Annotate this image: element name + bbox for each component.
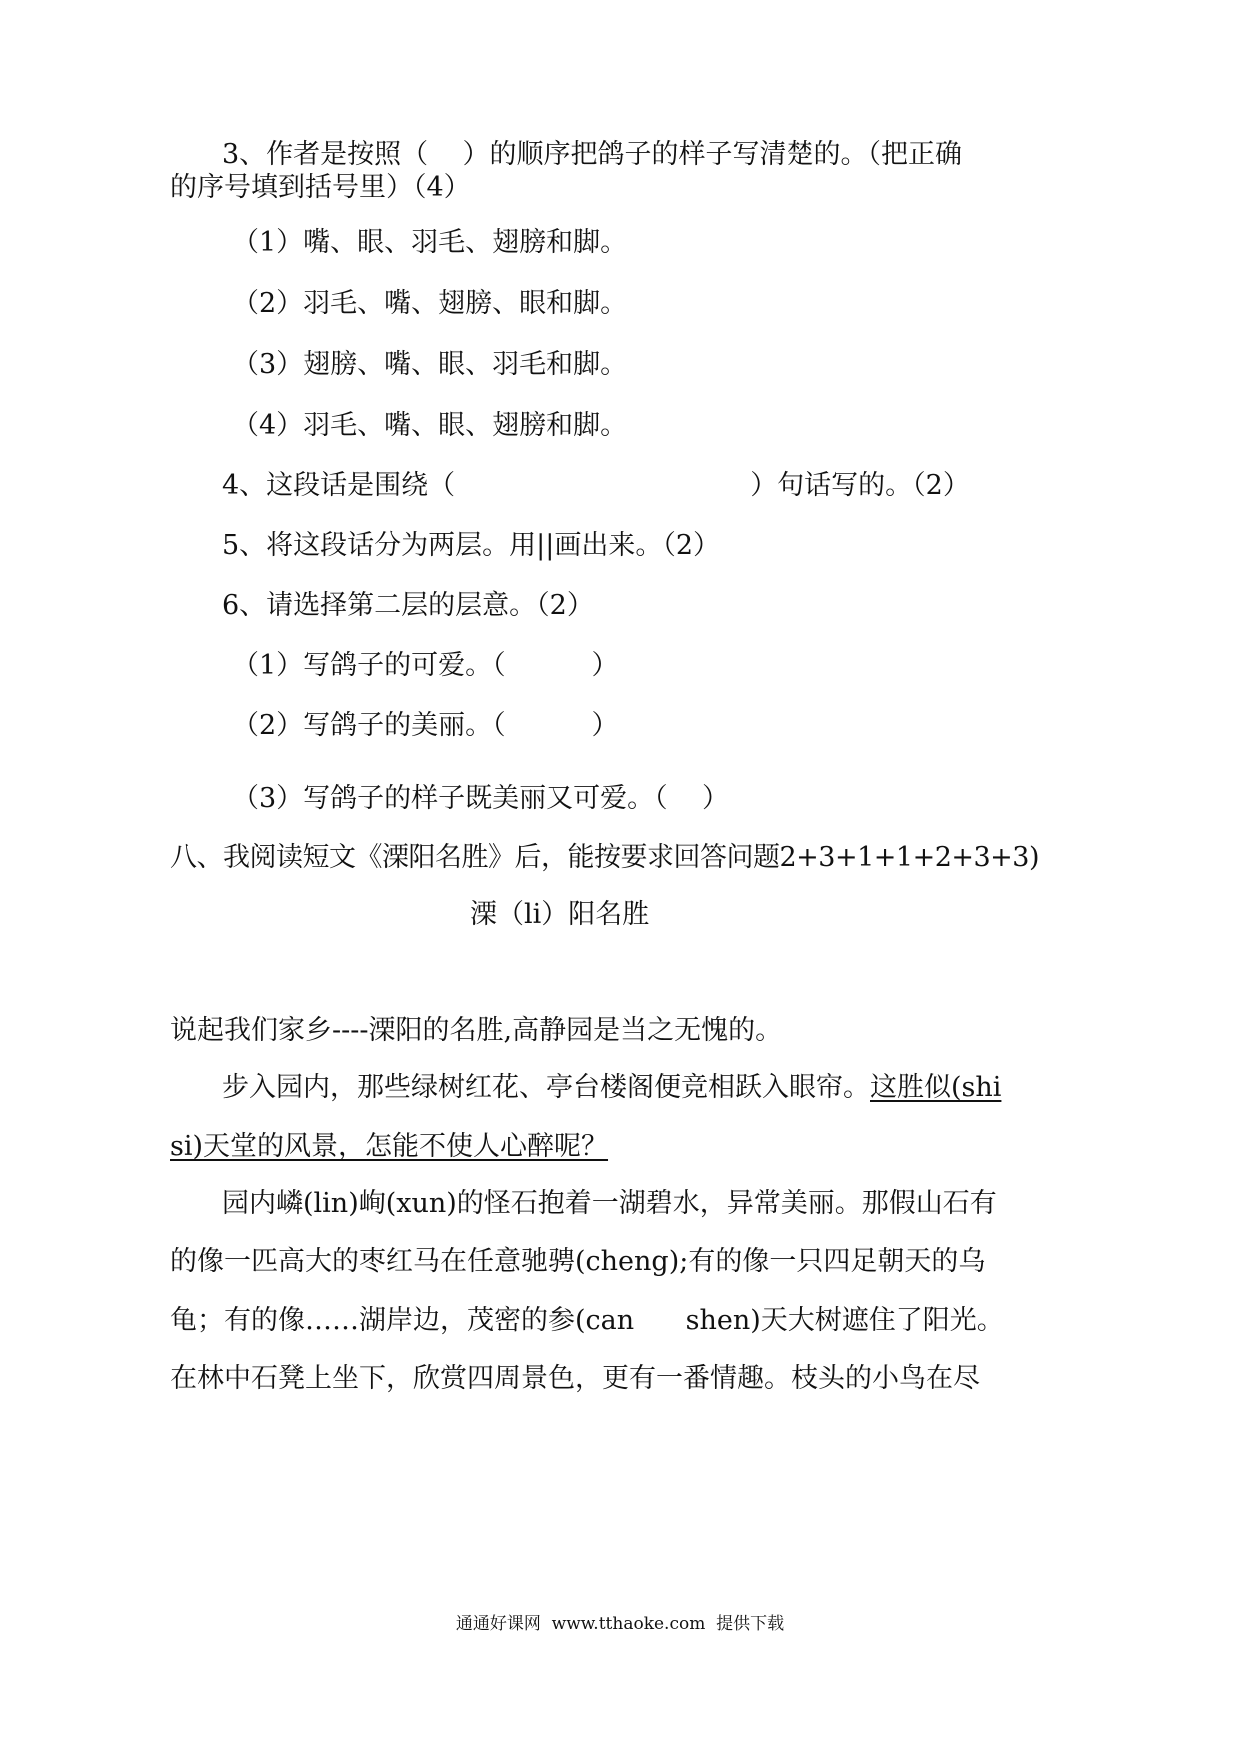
question-5: 5、将这段话分为两层。用||画出来。（2） <box>222 530 721 561</box>
page-footer: 通通好课网 www.tthaoke.com 提供下载 <box>455 1614 785 1634</box>
passage-p2-line-1 <box>222 1071 1001 1105</box>
q3-line-2: 的序号填到括号里）（4） <box>170 172 471 203</box>
q3-option-2: （2）羽毛、嘴、翅膀、眼和脚。 <box>232 288 628 319</box>
q4-suffix: ）句话写的。（2） <box>750 470 970 501</box>
passage-p2-underlined-start: 这胜似(shi <box>870 1072 1002 1103</box>
q3-option-3: （3）翅膀、嘴、眼、羽毛和脚。 <box>232 349 628 380</box>
q3-option-4: （4）羽毛、嘴、眼、翅膀和脚。 <box>232 410 628 441</box>
passage-p2-line-2: si)天堂的风景，怎能不使人心醉呢？ <box>170 1131 609 1162</box>
q3-option-1: （1）嘴、眼、羽毛、翅膀和脚。 <box>232 227 628 258</box>
passage-p3-line-1: 园内嶙(lin)峋(xun)的怪石抱着一湖碧水，异常美丽。那假山石有 <box>222 1188 997 1219</box>
passage-p3-line-4: 在林中石凳上坐下，欣赏四周景色，更有一番情趣。枝头的小鸟在尽 <box>170 1363 980 1394</box>
question-4 <box>222 469 970 503</box>
q6-stem: 6、请选择第二层的层意。（2） <box>222 590 594 621</box>
q6-option-3: （3）写鸽子的样子既美丽又可爱。（ ） <box>232 783 730 814</box>
passage-p1: 说起我们家乡----溧阳的名胜,高静园是当之无愧的。 <box>170 1015 783 1046</box>
q6-option-2: （2）写鸽子的美丽。（ ） <box>232 710 619 741</box>
q4-prefix: 4、这段话是围绕（ <box>222 470 456 501</box>
q3-line-1: 3、作者是按照（ ）的顺序把鸽子的样子写清楚的。（把正确 <box>222 139 963 170</box>
section-8-heading: 八、我阅读短文《溧阳名胜》后，能按要求回答问题2+3+1+1+2+3+3) <box>170 842 1040 873</box>
q6-option-1: （1）写鸽子的可爱。（ ） <box>232 650 619 681</box>
passage-p3-line-3: 龟；有的像……湖岸边，茂密的参(can shen)天大树遮住了阳光。 <box>170 1305 1004 1336</box>
passage-p2-text: 步入园内，那些绿树红花、亭台楼阁便竞相跃入眼帘。 <box>222 1072 870 1103</box>
passage-title: 溧（li）阳名胜 <box>470 899 650 930</box>
passage-p3-line-2: 的像一匹高大的枣红马在任意驰骋(cheng);有的像一只四足朝天的乌 <box>170 1246 986 1277</box>
